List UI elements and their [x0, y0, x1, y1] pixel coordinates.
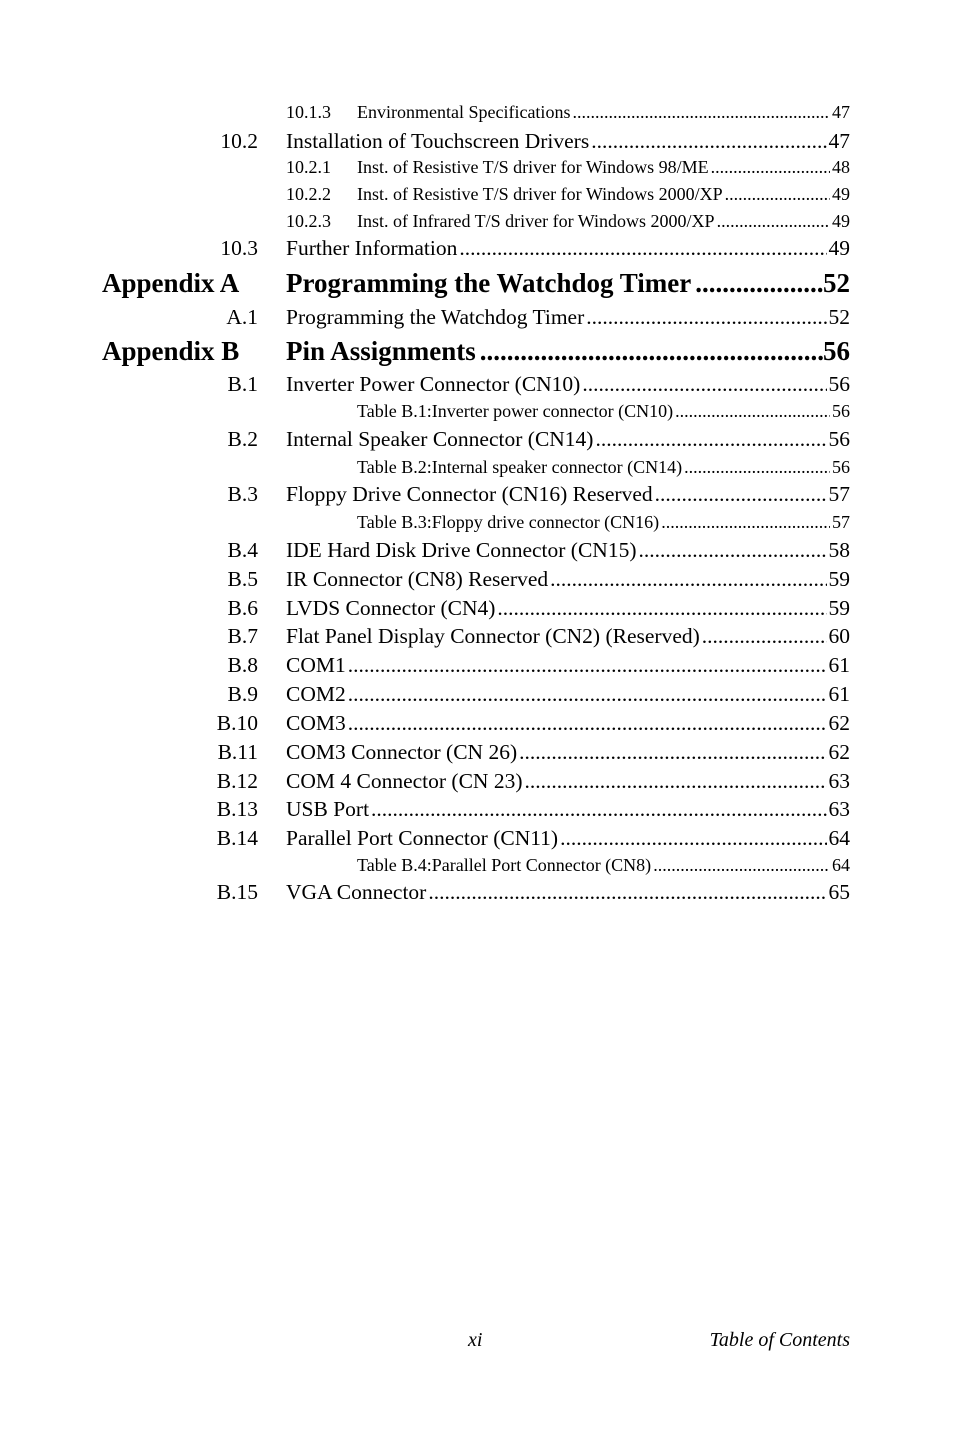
toc-entry-number: B.12 [216, 769, 258, 793]
toc-entry-page-number: 56 [832, 457, 850, 477]
dot-leader [717, 211, 830, 232]
toc-entry-number: B.3 [227, 482, 258, 506]
dot-leader [591, 129, 826, 154]
toc-entry-title: Table B.3:Floppy drive connector (CN16) [357, 512, 660, 532]
dot-leader [480, 336, 823, 367]
toc-entry-page-number: 61 [828, 653, 850, 677]
toc-entry-line [286, 211, 850, 232]
dot-leader [348, 711, 827, 736]
toc-entry-line [286, 482, 850, 507]
toc-entry-title: Parallel Port Connector (CN11) [286, 826, 559, 850]
dot-leader [586, 305, 826, 330]
toc-entry-title: Inst. of Infrared T/S driver for Windows 2000/XP [357, 211, 715, 231]
toc-entry-number: B.2 [227, 427, 258, 451]
toc-entry-number: 10.2.3 [286, 211, 331, 231]
toc-entry-line [286, 596, 850, 621]
toc-entry-number: B.15 [216, 880, 258, 904]
dot-leader [550, 567, 826, 592]
toc-entry-line [286, 427, 850, 452]
dot-leader [348, 653, 827, 678]
toc-entry-title: IDE Hard Disk Drive Connector (CN15) [286, 538, 637, 562]
toc-entry-line [286, 129, 850, 154]
dot-leader [428, 880, 826, 905]
toc-entry-number: 10.2.2 [286, 184, 331, 204]
toc-entry-page-number: 49 [832, 211, 850, 231]
toc-entry-title: LVDS Connector (CN4) [286, 596, 496, 620]
toc-entry-line [286, 682, 850, 707]
footer-section-title: Table of Contents [709, 1329, 850, 1351]
toc-entry-number: B.11 [217, 740, 258, 764]
toc-entry-number: B.9 [227, 682, 258, 706]
toc-entry-page-number: 63 [828, 797, 850, 821]
dot-leader [655, 482, 827, 507]
toc-entry-page-number: 59 [828, 596, 850, 620]
dot-leader [661, 512, 830, 533]
toc-entry-page-number: 47 [828, 129, 850, 153]
toc-entry-page-number: 60 [828, 624, 850, 648]
toc-entry-line [357, 401, 850, 422]
dot-leader [572, 102, 830, 123]
toc-entry-title: VGA Connector [286, 880, 427, 904]
toc-entry-number: B.5 [227, 567, 258, 591]
toc-entry-number: 10.2 [220, 129, 258, 153]
toc-entry-number: B.1 [227, 372, 258, 396]
toc-entry-line [286, 268, 850, 299]
toc-entry-page-number: 56 [823, 336, 850, 366]
toc-entry-line [286, 740, 850, 765]
toc-entry-line [286, 305, 850, 330]
toc-entry-line [286, 157, 850, 178]
toc-entry-title: USB Port [286, 797, 370, 821]
toc-entry-title: COM1 [286, 653, 346, 677]
dot-leader [582, 372, 826, 397]
dot-leader [524, 769, 826, 794]
dot-leader [639, 538, 827, 563]
toc-entry-title: Internal Speaker Connector (CN14) [286, 427, 594, 451]
toc-entry-page-number: 56 [828, 427, 850, 451]
toc-entry-title: Inst. of Resistive T/S driver for Windows 2000/XP [357, 184, 723, 204]
toc-entry-number: A.1 [226, 305, 258, 329]
toc-entry-title: Further Information [286, 236, 458, 260]
toc-entry-title: Installation of Touchscreen Drivers [286, 129, 590, 153]
toc-entry-number: B.4 [227, 538, 258, 562]
dot-leader [675, 401, 830, 422]
toc-entry-page-number: 56 [832, 401, 850, 421]
toc-entry-line [286, 567, 850, 592]
toc-entry-page-number: 64 [832, 855, 850, 875]
toc-entry-title: Table B.1:Inverter power connector (CN10) [357, 401, 674, 421]
toc-entry-title: Programming the Watchdog Timer [286, 268, 692, 298]
toc-entry-page-number: 63 [828, 769, 850, 793]
toc-entry-title: Programming the Watchdog Timer [286, 305, 585, 329]
dot-leader [702, 624, 827, 649]
dot-leader [519, 740, 826, 765]
toc-entry-number: B.14 [216, 826, 258, 850]
toc-entry-line [286, 236, 850, 261]
toc-entry-page-number: 62 [828, 711, 850, 735]
toc-entry-number: B.7 [227, 624, 258, 648]
toc-entry-page-number: 49 [828, 236, 850, 260]
toc-entry-title: COM3 [286, 711, 346, 735]
toc-entry-page-number: 59 [828, 567, 850, 591]
dot-leader [684, 457, 830, 478]
dot-leader [595, 427, 826, 452]
toc-entry-line [286, 372, 850, 397]
toc-entry-title: COM 4 Connector (CN 23) [286, 769, 523, 793]
toc-entry-page-number: 57 [828, 482, 850, 506]
toc-entry-title: Flat Panel Display Connector (CN2) (Reserved) [286, 624, 700, 648]
dot-leader [653, 855, 830, 876]
toc-entry-number: 10.1.3 [286, 102, 331, 122]
toc-entry-title: IR Connector (CN8) Reserved [286, 567, 549, 591]
toc-entry-page-number: 49 [832, 184, 850, 204]
toc-entry-page-number: 65 [828, 880, 850, 904]
toc-entry-line [286, 538, 850, 563]
toc-entry-page-number: 47 [832, 102, 850, 122]
toc-entry-title: COM2 [286, 682, 346, 706]
toc-entry-title: Table B.2:Internal speaker connector (CN14) [357, 457, 683, 477]
toc-entry-title: Environmental Specifications [357, 102, 571, 122]
dot-leader [725, 184, 830, 205]
toc-entry-title: Inst. of Resistive T/S driver for Windows 98/ME [357, 157, 709, 177]
toc-entry-page-number: 62 [828, 740, 850, 764]
toc-entry-line [286, 797, 850, 822]
toc-entry-number: B.8 [227, 653, 258, 677]
toc-entry-line [357, 855, 850, 876]
toc-entry-page-number: 48 [832, 157, 850, 177]
dot-leader [711, 157, 830, 178]
toc-entry-line [286, 769, 850, 794]
footer-page-number: xi [468, 1329, 483, 1351]
toc-entry-line [286, 826, 850, 851]
toc-entry-number: 10.3 [220, 236, 258, 260]
toc-entry-number: Appendix A [102, 268, 240, 298]
toc-entry-page-number: 61 [828, 682, 850, 706]
toc-entry-line [286, 102, 850, 123]
toc-entry-page-number: 57 [832, 512, 850, 532]
toc-entry-line [286, 880, 850, 905]
toc-entry-number: B.6 [227, 596, 258, 620]
toc-entry-number: 10.2.1 [286, 157, 331, 177]
toc-entry-line [286, 336, 850, 367]
toc-entry-page-number: 64 [828, 826, 850, 850]
dot-leader [695, 268, 823, 299]
toc-entry-title: Inverter Power Connector (CN10) [286, 372, 581, 396]
toc-entry-line [286, 711, 850, 736]
dot-leader [560, 826, 826, 851]
toc-entry-page-number: 58 [828, 538, 850, 562]
toc-entry-page-number: 52 [828, 305, 850, 329]
dot-leader [497, 596, 826, 621]
toc-entry-page-number: 56 [828, 372, 850, 396]
toc-entry-line [286, 624, 850, 649]
toc-entry-number: Appendix B [102, 336, 240, 366]
toc-entry-line [286, 653, 850, 678]
toc-entry-number: B.13 [216, 797, 258, 821]
toc-entry-title: Floppy Drive Connector (CN16) Reserved [286, 482, 653, 506]
toc-entry-title: Pin Assignments [286, 336, 476, 366]
toc-entry-title: Table B.4:Parallel Port Connector (CN8) [357, 855, 652, 875]
toc-entry-page-number: 52 [823, 268, 850, 298]
toc-entry-line [357, 512, 850, 533]
toc-entry-number: B.10 [216, 711, 258, 735]
toc-entry-line [357, 457, 850, 478]
toc-entry-title: COM3 Connector (CN 26) [286, 740, 518, 764]
dot-leader [371, 797, 826, 822]
dot-leader [459, 236, 826, 261]
dot-leader [348, 682, 827, 707]
toc-entry-line [286, 184, 850, 205]
